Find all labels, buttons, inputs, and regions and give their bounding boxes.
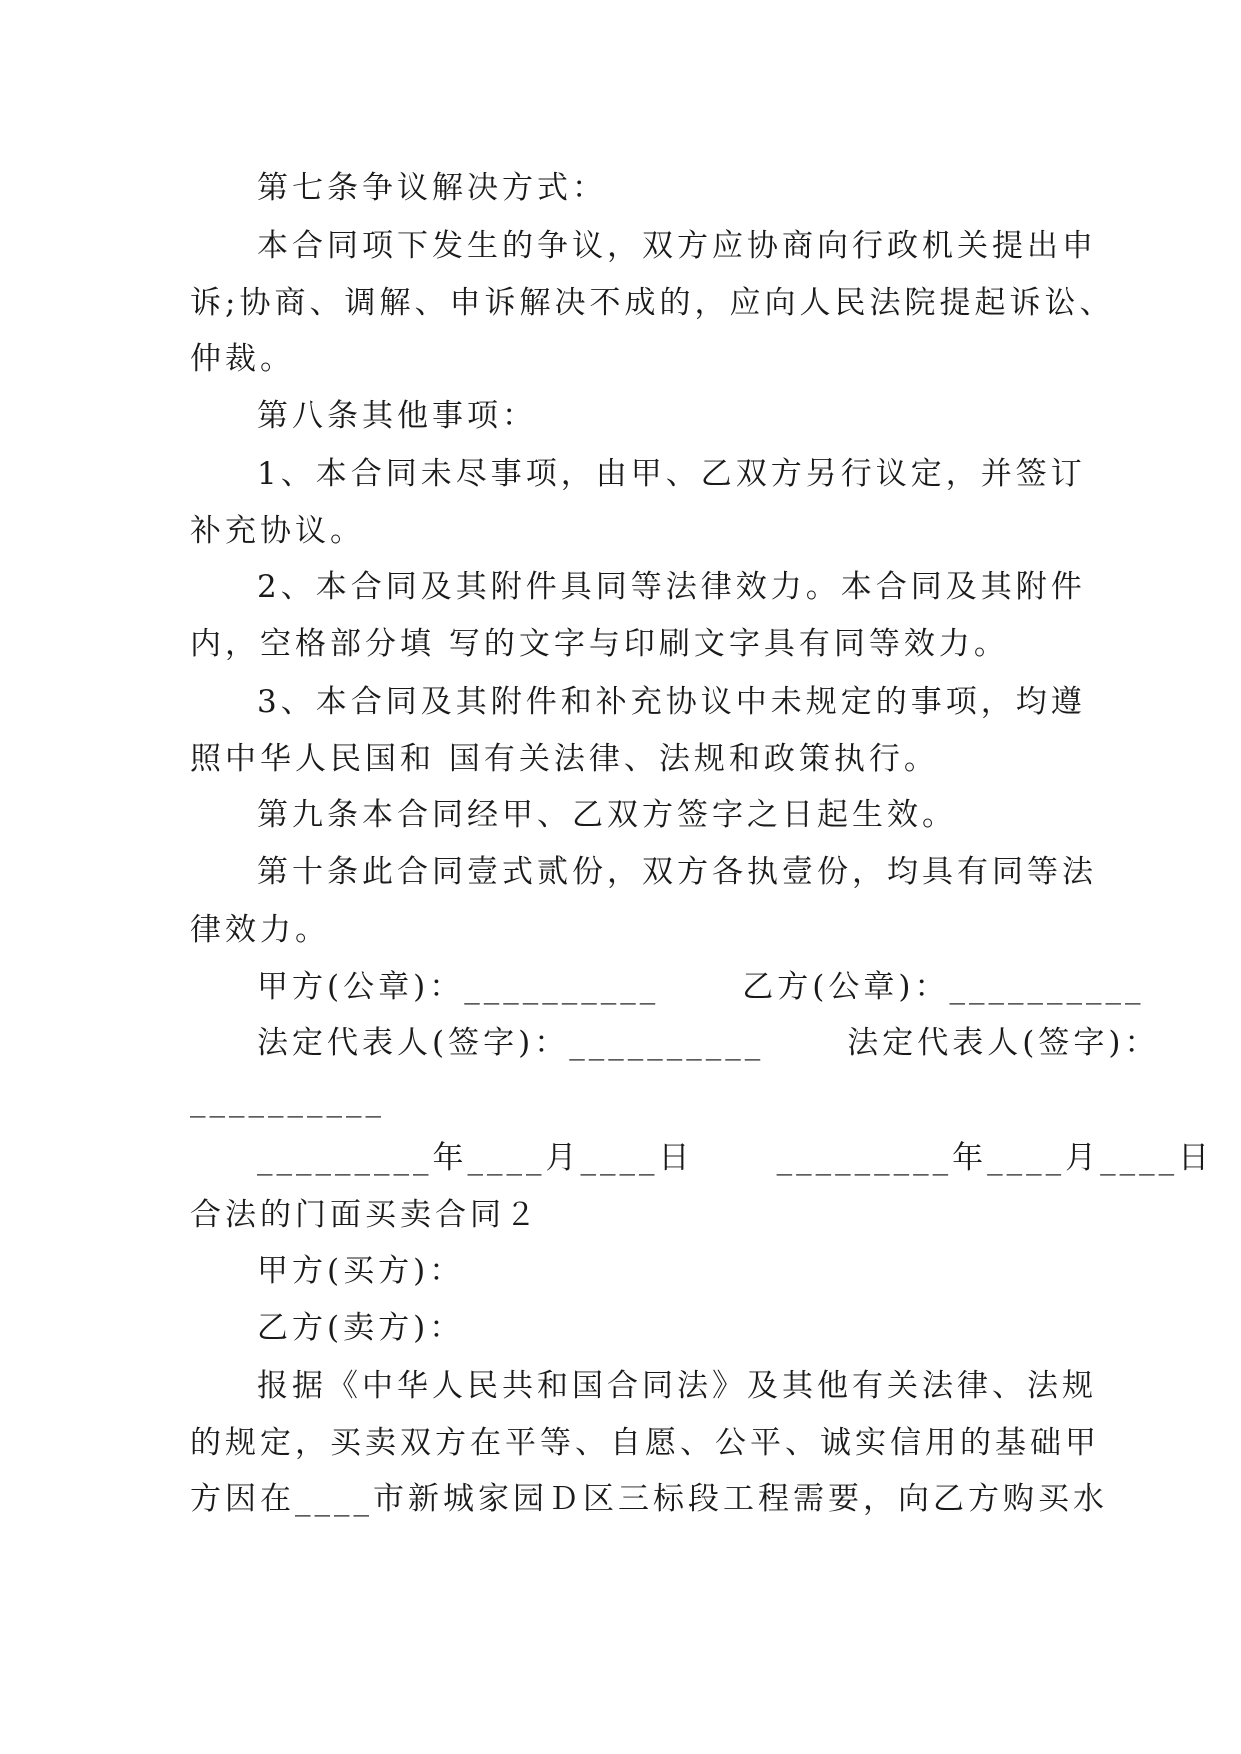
party-b-seller: 乙方(卖方)： [257,1310,465,1346]
contract-2-preamble-line-2: 的规定，买卖双方在平等、自愿、公平、诚实信用的基础甲 [190,1425,1100,1461]
party-a-buyer: 甲方(买方)： [257,1253,465,1289]
seal-signature-line: 甲方(公章)：__________ 乙方(公章)：__________ [257,969,1145,1005]
article-8-item-2-line-2: 内，空格部分填 写的文字与印刷文字具有同等效力。 [190,626,1009,662]
article-7-paragraph-line-3: 仲裁。 [190,341,295,377]
article-7-paragraph-line-2: 诉;协商、调解、申诉解决不成的，应向人民法院提起诉讼、 [190,285,1115,321]
article-7-heading: 第七条争议解决方式： [257,170,607,206]
contract-2-preamble-line-3: 方因在____市新城家园Ｄ区三标段工程需要，向乙方购买水 [190,1481,1108,1517]
article-8-item-3-line-1: 3、本合同及其附件和补充协议中未规定的事项，均遵 [257,684,1086,720]
article-8-item-1-line-2: 补充协议。 [190,513,365,549]
legal-representative-line: 法定代表人(签字)：__________ 法定代表人(签字)： [257,1025,1160,1061]
article-8-item-1-line-1: 1、本合同未尽事项，由甲、乙双方另行议定，并签订 [257,456,1086,492]
article-10-line-1: 第十条此合同壹式贰份，双方各执壹份，均具有同等法 [257,854,1097,890]
contract-2-preamble-line-1: 报据《中华人民共和国合同法》及其他有关法律、法规 [257,1368,1097,1404]
article-10-line-2: 律效力。 [190,912,330,948]
article-8-item-3-line-2: 照中华人民国和 国有关法律、法规和政策执行。 [190,741,939,777]
article-8-item-2-line-1: 2、本合同及其附件具同等法律效力。本合同及其附件 [257,569,1086,605]
article-9: 第九条本合同经甲、乙双方签字之日起生效。 [257,797,957,833]
contract-2-title: 合法的门面买卖合同２ [190,1197,540,1233]
article-7-paragraph-line-1: 本合同项下发生的争议，双方应协商向行政机关提出申 [257,228,1097,264]
legal-representative-blank: __________ [190,1082,385,1118]
date-line: _________年____月____日 _________年____月____日 [257,1140,1214,1176]
article-8-heading: 第八条其他事项： [257,398,537,434]
